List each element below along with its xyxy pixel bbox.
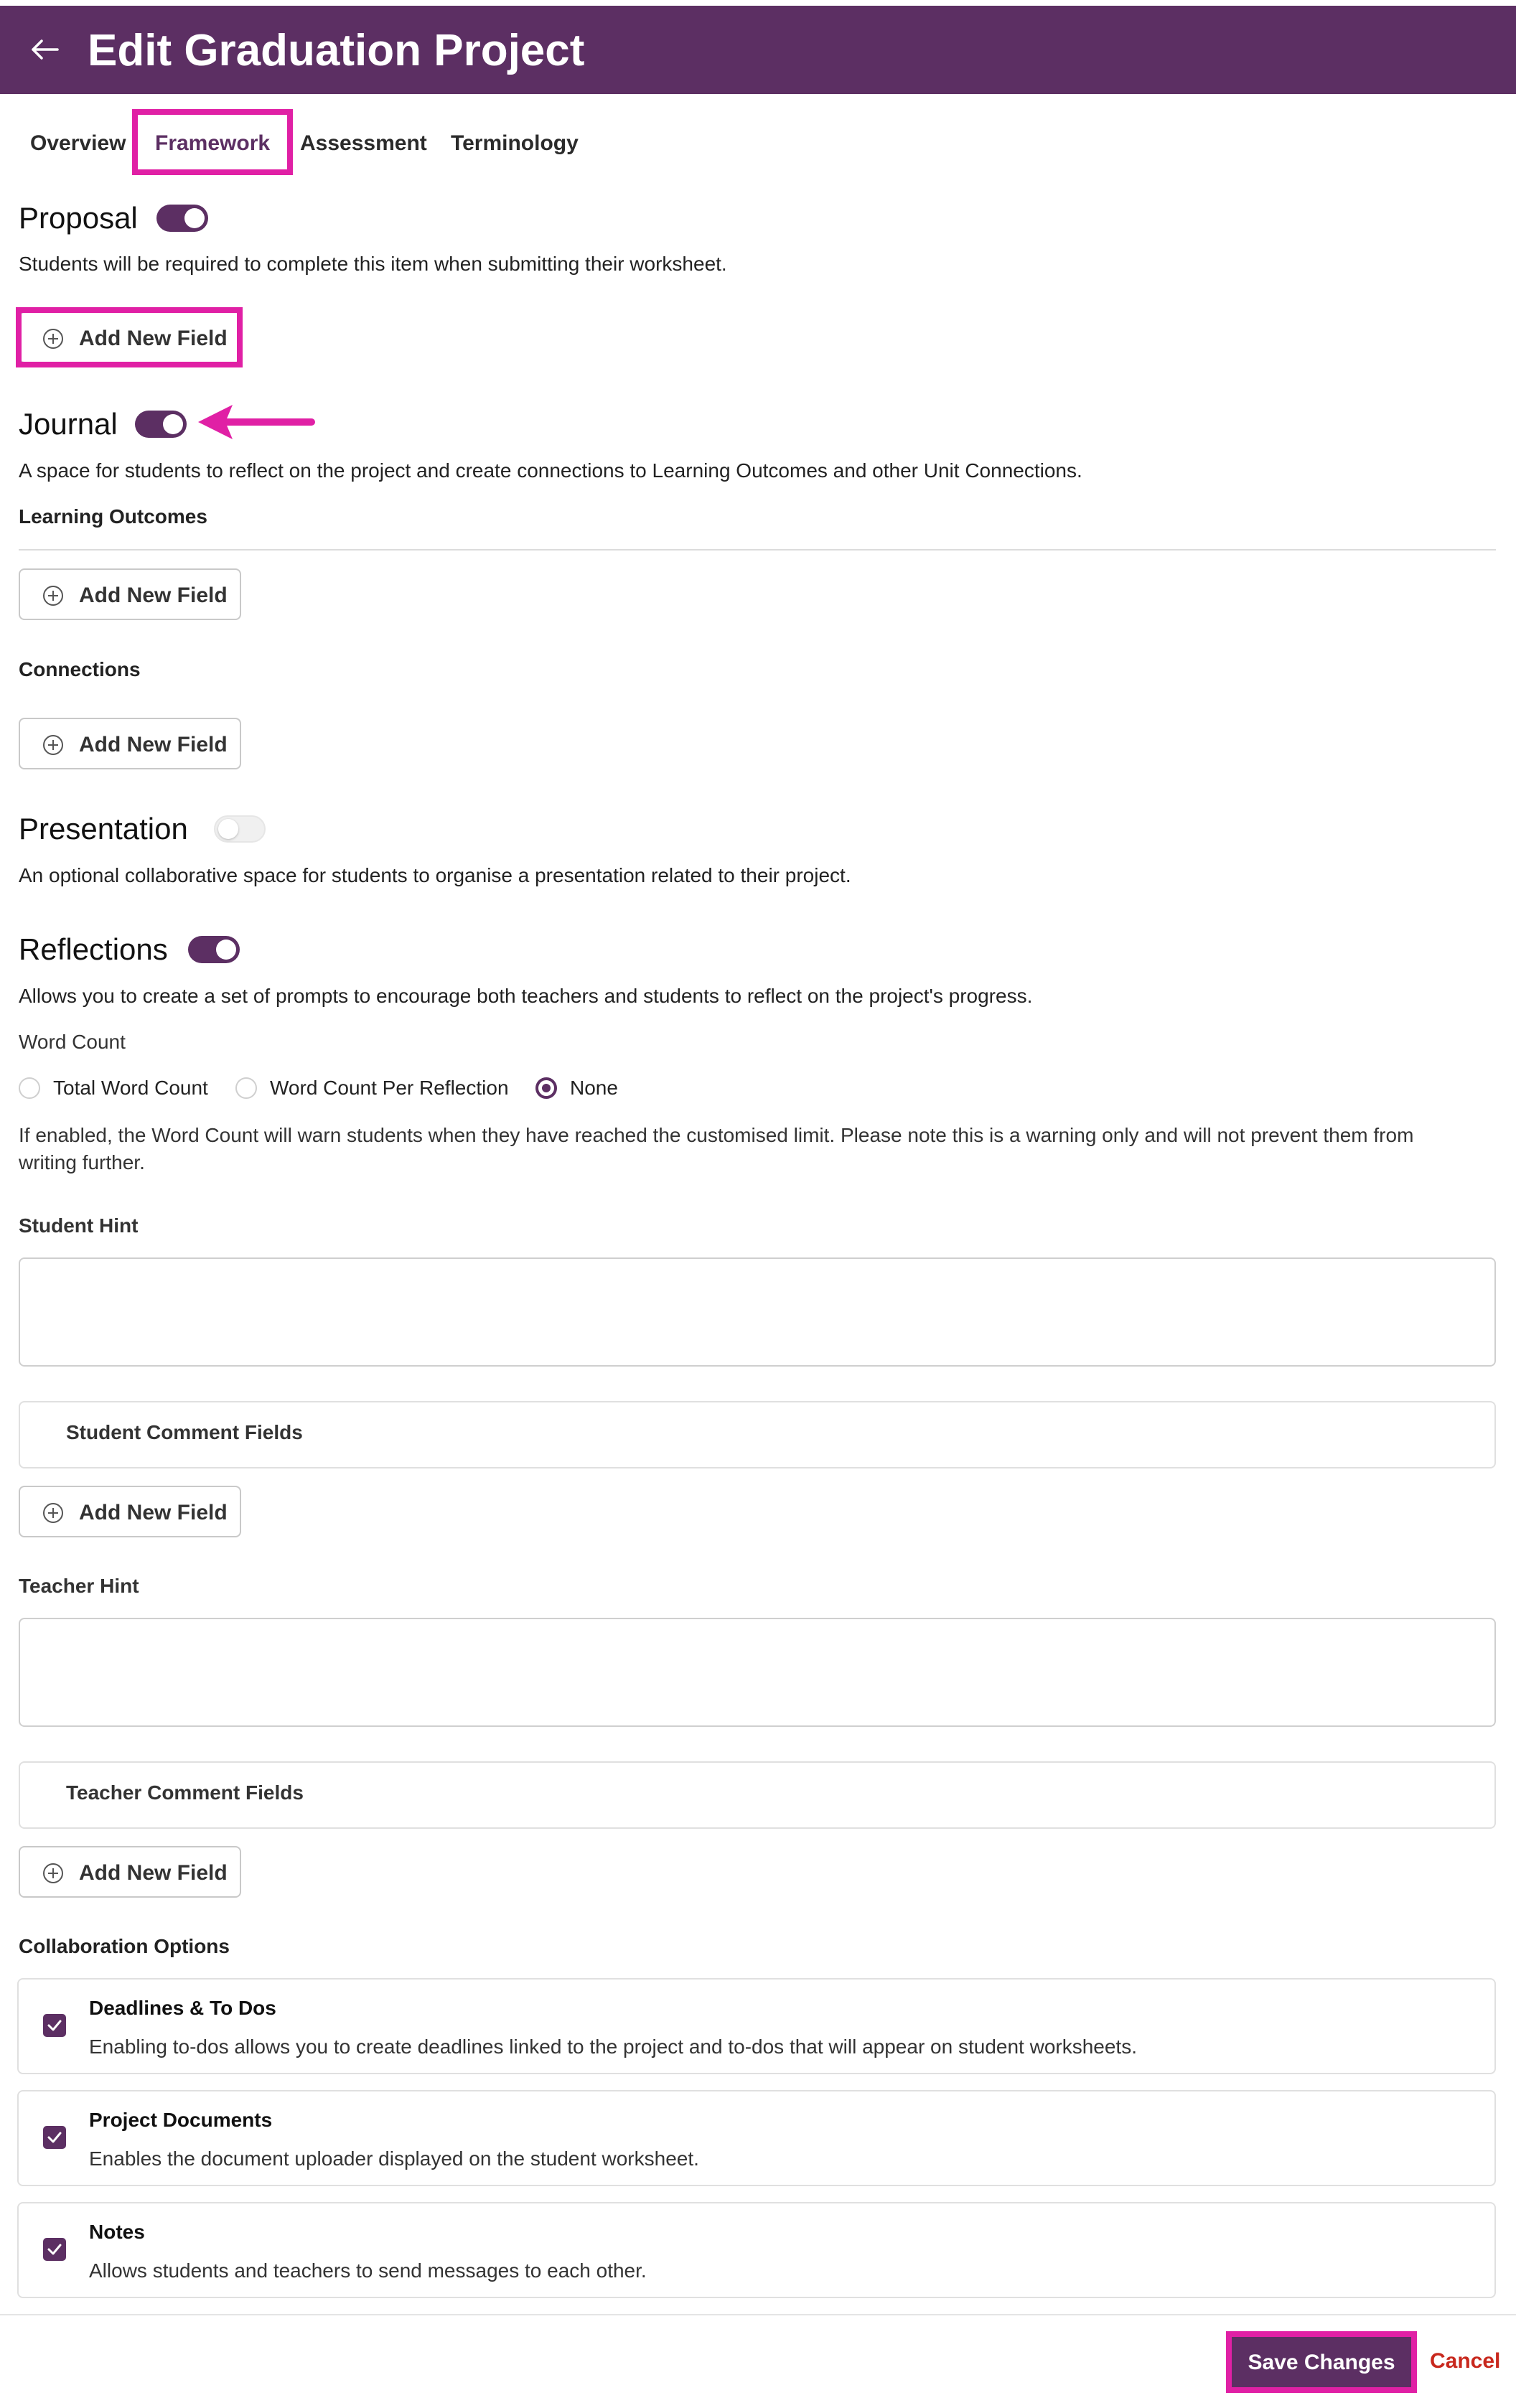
tab-terminology[interactable]: Terminology [451,131,579,155]
checkmark-icon [47,2130,62,2145]
toggle-knob [184,208,205,228]
option-description: Enabling to-dos allows you to create deadlines linked to the project and to-dos that will appear on student worksheets. [89,2035,1137,2058]
student-comment-fields-title: Student Comment Fields [66,1421,303,1443]
proposal-toggle[interactable] [156,205,208,232]
add-field-label: Add New Field [79,1861,228,1885]
teacher-comment-fields-panel[interactable] [19,1761,1496,1829]
proposal-description: Students will be required to complete this item when submitting their worksheet. [19,253,727,275]
plus-circle-icon [42,1502,65,1524]
option-title: Project Documents [89,2109,273,2131]
teacher-comment-add-field-button[interactable] [19,1846,241,1898]
student-hint-label: Student Hint [19,1214,139,1237]
page-title: Edit Graduation Project [88,26,585,75]
add-field-label: Add New Field [79,733,228,756]
option-description: Allows students and teachers to send messages to each other. [89,2259,647,2282]
presentation-title: Presentation [19,812,188,845]
option-notes [17,2202,1496,2298]
plus-circle-icon [42,1862,65,1885]
tab-assessment[interactable]: Assessment [300,131,427,155]
learning-outcomes-label: Learning Outcomes [19,505,207,528]
option-title: Deadlines & To Dos [89,1997,276,2019]
student-comment-fields-panel[interactable] [19,1401,1496,1468]
plus-circle-icon [42,734,65,756]
word-count-note: If enabled, the Word Count will warn students when they have reached the customised limit. Please note this is a warning only and will not prevent them from [19,1124,1414,1146]
option-title: Notes [89,2221,145,2243]
learning-outcomes-add-field-button[interactable] [19,568,241,620]
deadlines-checkbox[interactable] [43,2014,66,2037]
toggle-knob [218,819,238,839]
checkmark-icon [47,2242,62,2257]
journal-toggle[interactable] [135,411,187,438]
toggle-knob [163,414,183,434]
plus-circle-icon [42,584,65,607]
connections-label: Connections [19,658,141,680]
presentation-toggle[interactable] [214,815,266,843]
journal-description: A space for students to reflect on the project and create connections to Learning Outcomes and other Unit Connections. [19,459,1082,482]
option-deadlines-todos [17,1978,1496,2074]
teacher-comment-fields-title: Teacher Comment Fields [66,1781,304,1804]
connections-add-field-button[interactable] [19,718,241,769]
student-hint-input[interactable] [19,1257,1496,1367]
radio-label-none: None [570,1077,618,1099]
annotation-arrow-icon [192,399,316,445]
project-documents-checkbox[interactable] [43,2126,66,2149]
teacher-hint-input[interactable] [19,1618,1496,1727]
reflections-toggle[interactable] [188,936,240,963]
radio-total-word-count[interactable] [19,1077,40,1099]
reflections-description: Allows you to create a set of prompts to encourage both teachers and students to reflect on the project's progress. [19,985,1033,1007]
reflections-title: Reflections [19,932,168,966]
plus-circle-icon [42,327,65,350]
proposal-add-field-button[interactable] [19,311,241,363]
arrow-left-icon[interactable] [29,37,60,62]
cancel-button[interactable]: Cancel [1430,2349,1501,2373]
radio-word-count-per-reflection[interactable] [235,1077,257,1099]
add-field-label: Add New Field [79,584,228,607]
presentation-description: An optional collaborative space for students to organise a presentation related to their project. [19,864,851,886]
tab-overview[interactable]: Overview [30,131,126,155]
word-count-note-continued: writing further. [19,1151,145,1173]
toggle-knob [216,940,236,960]
student-comment-add-field-button[interactable] [19,1486,241,1537]
teacher-hint-label: Teacher Hint [19,1575,139,1597]
checkmark-icon [47,2018,62,2033]
divider [19,549,1496,551]
page-header [0,6,1516,94]
journal-title: Journal [19,407,118,441]
notes-checkbox[interactable] [43,2238,66,2261]
option-project-documents [17,2090,1496,2186]
add-field-label: Add New Field [79,1501,228,1524]
radio-none[interactable] [535,1077,557,1099]
option-description: Enables the document uploader displayed on the student worksheet. [89,2147,699,2170]
tab-framework[interactable]: Framework [155,131,271,155]
radio-label-word-count-per-reflection: Word Count Per Reflection [270,1077,509,1099]
footer-divider [0,2314,1516,2315]
save-changes-button[interactable]: Save Changes [1232,2337,1411,2387]
radio-label-total-word-count: Total Word Count [53,1077,208,1099]
add-field-label: Add New Field [79,327,228,350]
word-count-label: Word Count [19,1031,126,1053]
proposal-title: Proposal [19,201,138,235]
collaboration-options-label: Collaboration Options [19,1935,230,1957]
